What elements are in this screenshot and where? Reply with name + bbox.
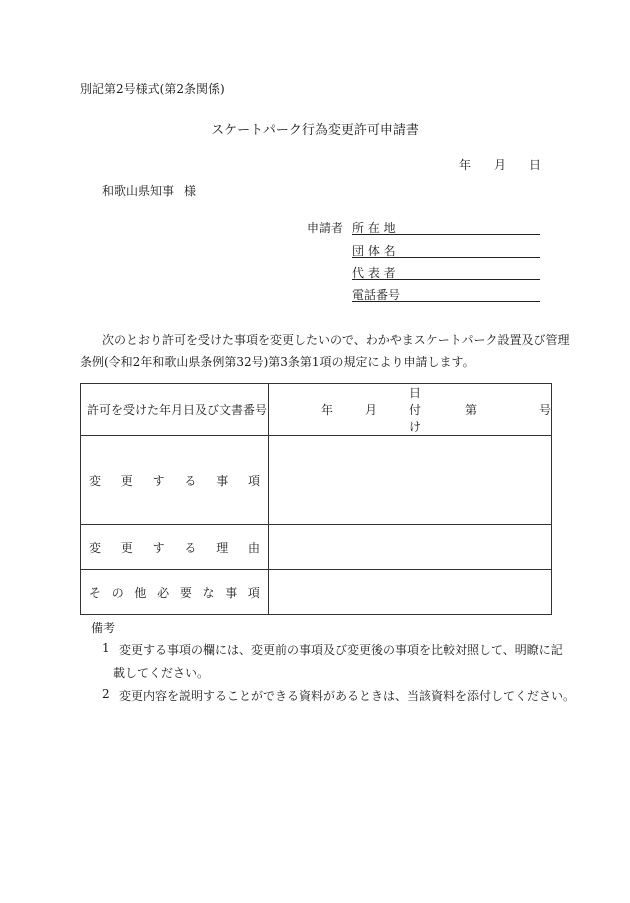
addressee-name: 和歌山県知事 <box>102 184 175 198</box>
other-items-char: 他 <box>134 585 147 600</box>
table-row-permit <box>81 384 552 436</box>
date-month: 月 <box>494 158 507 172</box>
other-items-value-cell <box>269 570 552 615</box>
change-reason-label-cell <box>81 525 269 570</box>
applicant-label: 申請者 <box>307 221 344 235</box>
date-year: 年 <box>459 158 472 172</box>
change-reason-char: 理 <box>216 540 229 555</box>
note-1-number: 1 <box>102 641 110 655</box>
change-reason-char: る <box>184 540 197 555</box>
other-items-char: な <box>202 585 215 600</box>
other-items-label-cell <box>81 570 269 615</box>
applicant-rep-field <box>352 264 540 280</box>
permit-date-value-cell <box>269 384 552 436</box>
permit-date-label-cell <box>81 384 269 436</box>
application-table <box>80 383 552 615</box>
permit-date-label: 許可を受けた年月日及び文書番号 <box>87 403 268 417</box>
change-items-label-cell <box>81 436 269 525</box>
change-items-char: す <box>152 473 165 488</box>
change-reason-char: 由 <box>247 540 260 555</box>
applicant-rep-label: 代 表 者 <box>352 266 396 280</box>
other-items-char: 事 <box>225 585 238 600</box>
change-reason-value-cell <box>269 525 552 570</box>
applicant-address-label: 所 在 地 <box>352 221 396 235</box>
permit-year: 年 <box>321 403 334 417</box>
change-items-char: 更 <box>120 473 133 488</box>
change-items-label <box>81 472 268 489</box>
permit-number-prefix: 第 <box>464 403 477 417</box>
other-items-char: の <box>111 585 124 600</box>
change-reason-char: す <box>152 540 165 555</box>
date-day: 日 <box>529 158 542 172</box>
notes-heading: 備考 <box>91 621 116 635</box>
change-items-char: る <box>184 473 197 488</box>
form-label: 別記第2号様式(第2条関係) <box>80 82 225 96</box>
permit-number-suffix: 号 <box>538 403 551 417</box>
change-reason-label <box>81 539 268 556</box>
applicant-org-label: 団 体 名 <box>352 244 396 258</box>
change-reason-char: 変 <box>89 540 102 555</box>
addressee-honorific: 様 <box>184 184 197 198</box>
permit-date-suffix: 日付け <box>409 386 422 434</box>
applicant-address-field <box>352 219 540 235</box>
page-title: スケートパーク行為変更許可申請書 <box>211 123 419 138</box>
change-items-char: 事 <box>216 473 229 488</box>
applicant-phone-label: 電話番号 <box>352 288 401 302</box>
other-items-char: 要 <box>179 585 192 600</box>
change-items-char: 項 <box>247 473 260 488</box>
table-row-change-items <box>81 436 552 525</box>
other-items-char: 必 <box>157 585 170 600</box>
permit-month: 月 <box>365 403 378 417</box>
table-row-change-reason <box>81 525 552 570</box>
intro-line-1: 次のとおり許可を受けた事項を変更したいので、わかやまスケートパーク設置及び管理 <box>102 333 570 347</box>
table-row-other-items <box>81 570 552 615</box>
change-items-char: 変 <box>89 473 102 488</box>
applicant-org-field <box>352 242 540 258</box>
other-items-char: 項 <box>247 585 260 600</box>
change-reason-char: 更 <box>120 540 133 555</box>
note-2-text: 変更内容を説明することができる資料があるときは、当該資料を添付してください。 <box>119 689 576 703</box>
applicant-phone-field <box>352 286 540 302</box>
note-1-line-2: 載してください。 <box>113 666 210 680</box>
change-items-value-cell <box>269 436 552 525</box>
other-items-label <box>81 584 268 601</box>
note-2-number: 2 <box>102 687 110 701</box>
other-items-char: そ <box>89 585 102 600</box>
note-1-line-1: 変更する事項の欄には、変更前の事項及び変更後の事項を比較対照して、明瞭に記 <box>119 643 563 657</box>
permit-date-value <box>269 384 551 435</box>
intro-line-2: 条例(令和2年和歌山県条例第32号)第3条第1項の規定により申請します。 <box>80 355 475 369</box>
